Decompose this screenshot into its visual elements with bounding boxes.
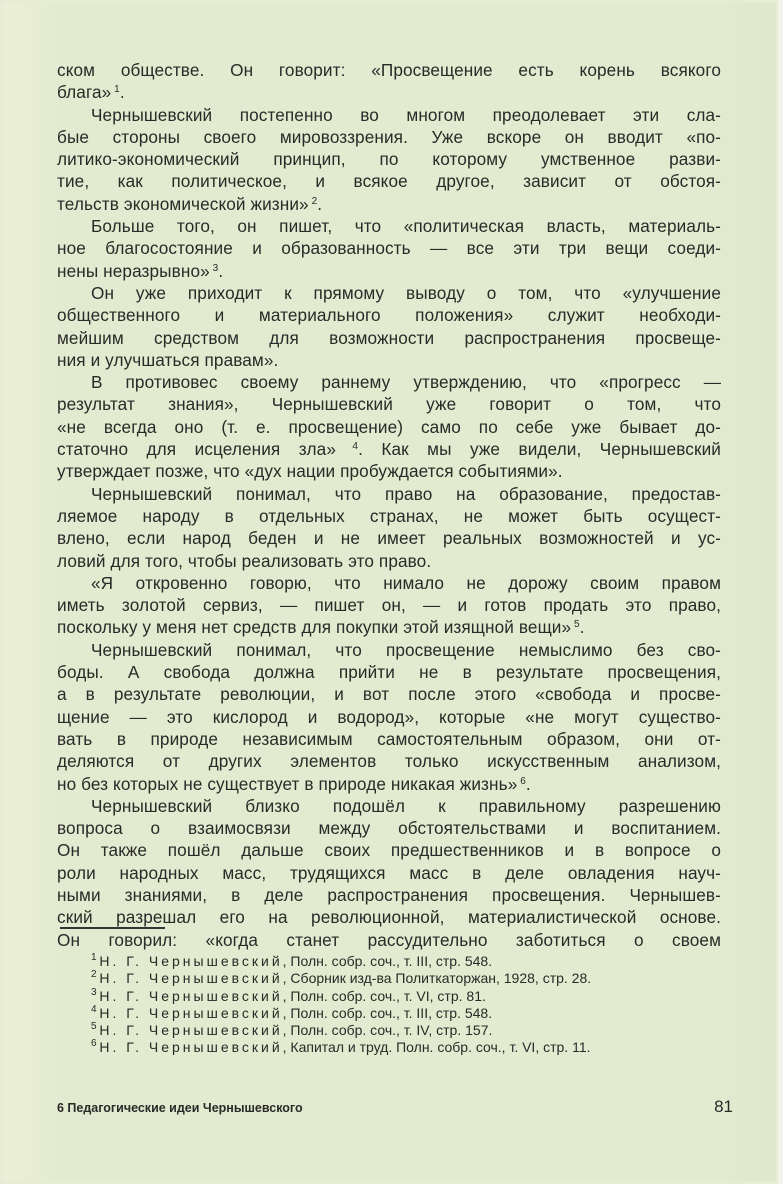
text-line: Он также пошёл дальше своих предшественников и в вопросе о <box>57 840 721 861</box>
footnote-ref[interactable]: 1 <box>111 84 120 96</box>
text-line: нены неразрывно» $^3$. <box>57 260 224 281</box>
signature-mark: 6 Педагогические идеи Чернышевского <box>57 1101 303 1115</box>
footnote-ref[interactable]: 5 <box>571 619 580 631</box>
text-line: Он говорил: «когда станет рассудительно заботиться о своем <box>57 929 721 950</box>
footnote-item: $^1$ Н. Г. Чернышевский, Полн. собр. соч., т. III, стр. 548. <box>91 952 493 969</box>
page-footer <box>57 1097 733 1117</box>
footnote-ref[interactable]: 6 <box>517 775 526 787</box>
text-line: ния и улучшаться правам». <box>57 349 279 370</box>
footnote-ref[interactable]: 2 <box>308 195 318 207</box>
text-line: результат знания», Чернышевский уже говорит о том, что <box>57 394 721 415</box>
text-line: ными знаниями, в деле распространения просвещения. Чернышев- <box>57 884 721 905</box>
text-line: а в результате революции, и вот после этого «свобода и просве- <box>57 684 721 705</box>
footnote-item: $^4$ Н. Г. Чернышевский, Полн. собр. соч., т. III, стр. 548. <box>91 1003 493 1021</box>
footnote-item: $^3$ Н. Г. Чернышевский, Полн. собр. соч., т. VI, стр. 81. <box>91 986 486 1004</box>
text-line: Больше того, он пишет, что «политическая власть, материаль- <box>91 216 721 237</box>
text-line: бые стороны своего мировоззрения. Уже вскоре он вводит «по- <box>57 126 721 147</box>
text-line: мейшим средством для возможности распространения просвеще- <box>57 327 721 348</box>
footnote-item: $^2$ Н. Г. Чернышевский, Сборник изд-ва Политкаторжан, 1928, стр. 28. <box>91 969 592 987</box>
text-line: литико-экономический принцип, по которому умственное разви- <box>57 149 721 170</box>
text-line: ляемое народу в отдельных странах, не может быть осущест- <box>57 505 721 526</box>
text-line: влено, если народ беден и не имеет реальных возможностей и ус- <box>57 528 721 549</box>
text-line: ное благосостояние и образованность — все эти три вещи соеди- <box>57 238 721 259</box>
text-line: вопроса о взаимосвязи между обстоятельствами и воспитанием. <box>57 818 721 839</box>
text-line: щение — это кислород и водород», которые «не могут существо- <box>57 706 721 727</box>
text-line: деляются от других элементов только искусственным анализом, <box>57 751 721 772</box>
text-line: иметь золотой сервиз, — пишет он, — и готов продать это право, <box>57 595 721 616</box>
text-line: ский разрешал его на революционной, материалистической основе. <box>57 907 721 928</box>
text-line: статочно для исцеления зла» $^4$. Как мы уже видели, Чернышевский <box>57 439 721 460</box>
text-line: Он уже приходит к прямому выводу о том, что «улучшение <box>91 282 721 303</box>
text-line: блага» $^1$. <box>57 82 125 103</box>
text-line: Чернышевский понимал, что право на образование, предостав- <box>91 483 721 504</box>
text-line: но без которых не существует в природе никакая жизнь» $^6$. <box>57 773 531 794</box>
text-line: тельств экономической жизни» $^2$. <box>57 193 323 214</box>
text-line: общественного и материального положения» служит необходи- <box>57 305 721 326</box>
text-line: боды. А свобода должна прийти не в результате просвещения, <box>57 662 721 683</box>
text-line: вать в природе независимым самостоятельным образом, они от- <box>57 728 721 749</box>
footnote-divider <box>60 927 165 929</box>
text-line: ском обществе. Он говорит: «Просвещение есть корень всякого <box>57 60 721 80</box>
text-line: Чернышевский понимал, что просвещение немыслимо без сво- <box>91 639 721 660</box>
text-line: Чернышевский постепенно во многом преодолевает эти сла- <box>91 104 721 125</box>
text-line: тие, как политическое, и всякое другое, зависит от обстоя- <box>57 171 721 192</box>
footnote-item: $^5$ Н. Г. Чернышевский, Полн. собр. соч., т. IV, стр. 157. <box>91 1021 493 1039</box>
footnote-item: $^6$ Н. Г. Чернышевский, Капитал и труд. Полн. собр. соч., т. VI, стр. 11. <box>91 1038 591 1056</box>
text-line: роли народных масс, трудящихся масс в деле овладения науч- <box>57 862 721 883</box>
text-line: ловий для того, чтобы реализовать это право. <box>57 550 432 571</box>
text-line: Чернышевский близко подошёл к правильному разрешению <box>91 795 721 816</box>
body-text <box>57 59 721 951</box>
footnote-ref[interactable]: 4 <box>335 441 359 453</box>
text-line: поскольку у меня нет средств для покупки этой изящной вещи» $^5$. <box>57 617 585 638</box>
text-line: В противовес своему раннему утверждению, что «прогресс — <box>91 372 721 393</box>
footnote-ref[interactable]: 3 <box>209 262 219 274</box>
text-line: утверждает позже, что «дух нации пробуждается событиями». <box>57 461 563 482</box>
text-line: «не всегда оно (т. е. просвещение) само по себе уже бывает до- <box>57 416 721 437</box>
page-edge <box>778 0 783 1184</box>
text-line: «Я откровенно говорю, что нимало не дорожу своим правом <box>91 572 721 593</box>
footnotes <box>57 953 721 1057</box>
page-number: 81 <box>714 1097 733 1116</box>
